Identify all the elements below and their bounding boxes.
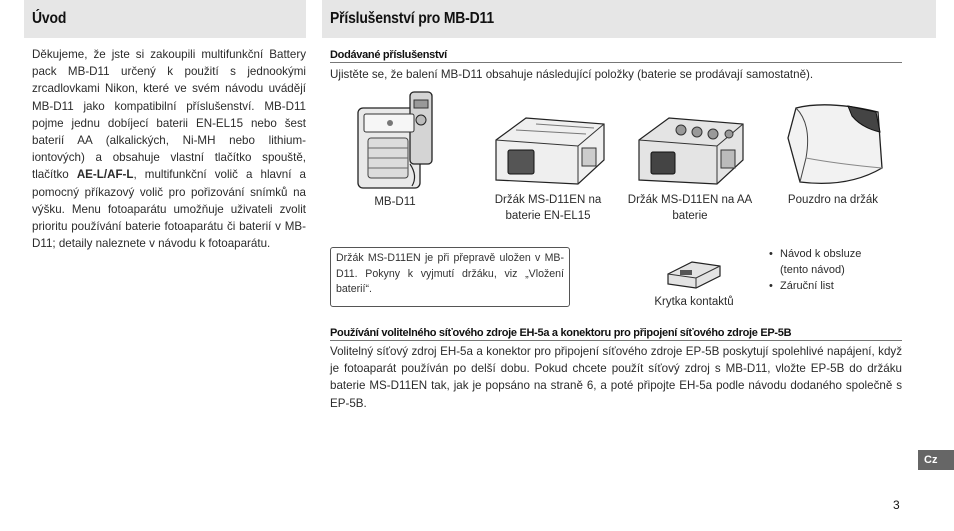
en-el15-holder-caption: Držák MS-D11EN na baterie EN-EL15 — [494, 194, 602, 222]
page-number: 3 — [893, 498, 900, 512]
mb-d11-caption: MB-D11 — [374, 196, 416, 208]
supplied-accessories-text: Ujistěte se, že balení MB-D11 obsahuje následující položky (baterie se prodávají samostatně). — [330, 68, 814, 81]
aa-holder-item — [622, 110, 758, 224]
section-header-intro — [24, 0, 306, 38]
mb-d11-item — [336, 86, 454, 210]
contact-cover-illustration — [662, 258, 726, 290]
list-item: • Záruční list — [768, 279, 880, 295]
aa-holder-caption: Držák MS-D11EN na AA baterie — [627, 194, 753, 222]
holder-case-item — [770, 98, 896, 208]
holder-case-caption: Pouzdro na držák — [787, 194, 879, 206]
holder-storage-note: Držák MS-D11EN je při přepravě uložen v MB-D11. Pokyny k vyjmutí držáku, viz „Vložení baterií“. — [330, 247, 570, 307]
en-el15-holder-illustration — [486, 110, 610, 188]
contact-cover-item — [636, 258, 752, 310]
ae-l-af-l-button-label: AE-L/AF-L — [76, 168, 134, 182]
section-header-accessories — [322, 0, 936, 38]
ac-adapter-heading: Používání volitelného síťového zdroje EH-5a a konektoru pro připojení síťového zdroje EP-5B — [330, 327, 902, 341]
intro-text-1: Děkujeme, že jste si zakoupili multifunkční Battery pack MB-D11 určený k použití s jednookými zrcadlovkami Nikon, které ve svém návodu uvádějí MB-D11 jako kompatibilní příslušenství. MB-D11 pojme jednu dobíjecí baterii EN-EL15 nebo šest baterií AA (alkalických, Ni-MH nebo lithium-iontových) a obsahuje vlastní tlačítko spouště, tlačítko — [32, 48, 306, 182]
en-el15-holder-item — [478, 110, 618, 224]
intro-paragraph — [32, 46, 306, 252]
intro-heading: Úvod — [32, 10, 67, 27]
documents-list — [768, 247, 880, 294]
battery-pack-illustration — [352, 86, 438, 190]
intro-text-2: , multifunkční volič a hlavní a pomocný příkazový volič pro pořizování snímků na výšku. Menu fotoaparátu umožňuje uživateli zvolit prioritu používání baterie fotoaparátu či baterií v MB-D11; detaily naleznete v návodu k fotoaparátu. — [32, 168, 306, 251]
aa-holder-illustration — [631, 110, 749, 188]
ac-adapter-text: Volitelný síťový zdroj EH-5a a konektor pro připojení síťového zdroje EP-5B poskytují spolehlivé napájení, když je fotoaparát používán po delší dobu. Pokud chcete použít síťový zdroj s MB-D11, vložte EP-5B do držáku baterie MS-D11EN tak, jak je popsáno na straně 6, a poté připojte EH-5a podle návodu dodaného společně s EP-5B. — [330, 345, 902, 410]
language-tab: Cz — [918, 450, 954, 470]
contact-cover-caption: Krytka kontaktů — [654, 296, 734, 308]
list-item: • Návod k obsluze (tento návod) — [768, 247, 880, 279]
case-illustration — [778, 98, 888, 188]
supplied-accessories-heading: Dodávané příslušenství — [330, 49, 902, 63]
accessories-heading: Příslušenství pro MB-D11 — [330, 10, 494, 27]
